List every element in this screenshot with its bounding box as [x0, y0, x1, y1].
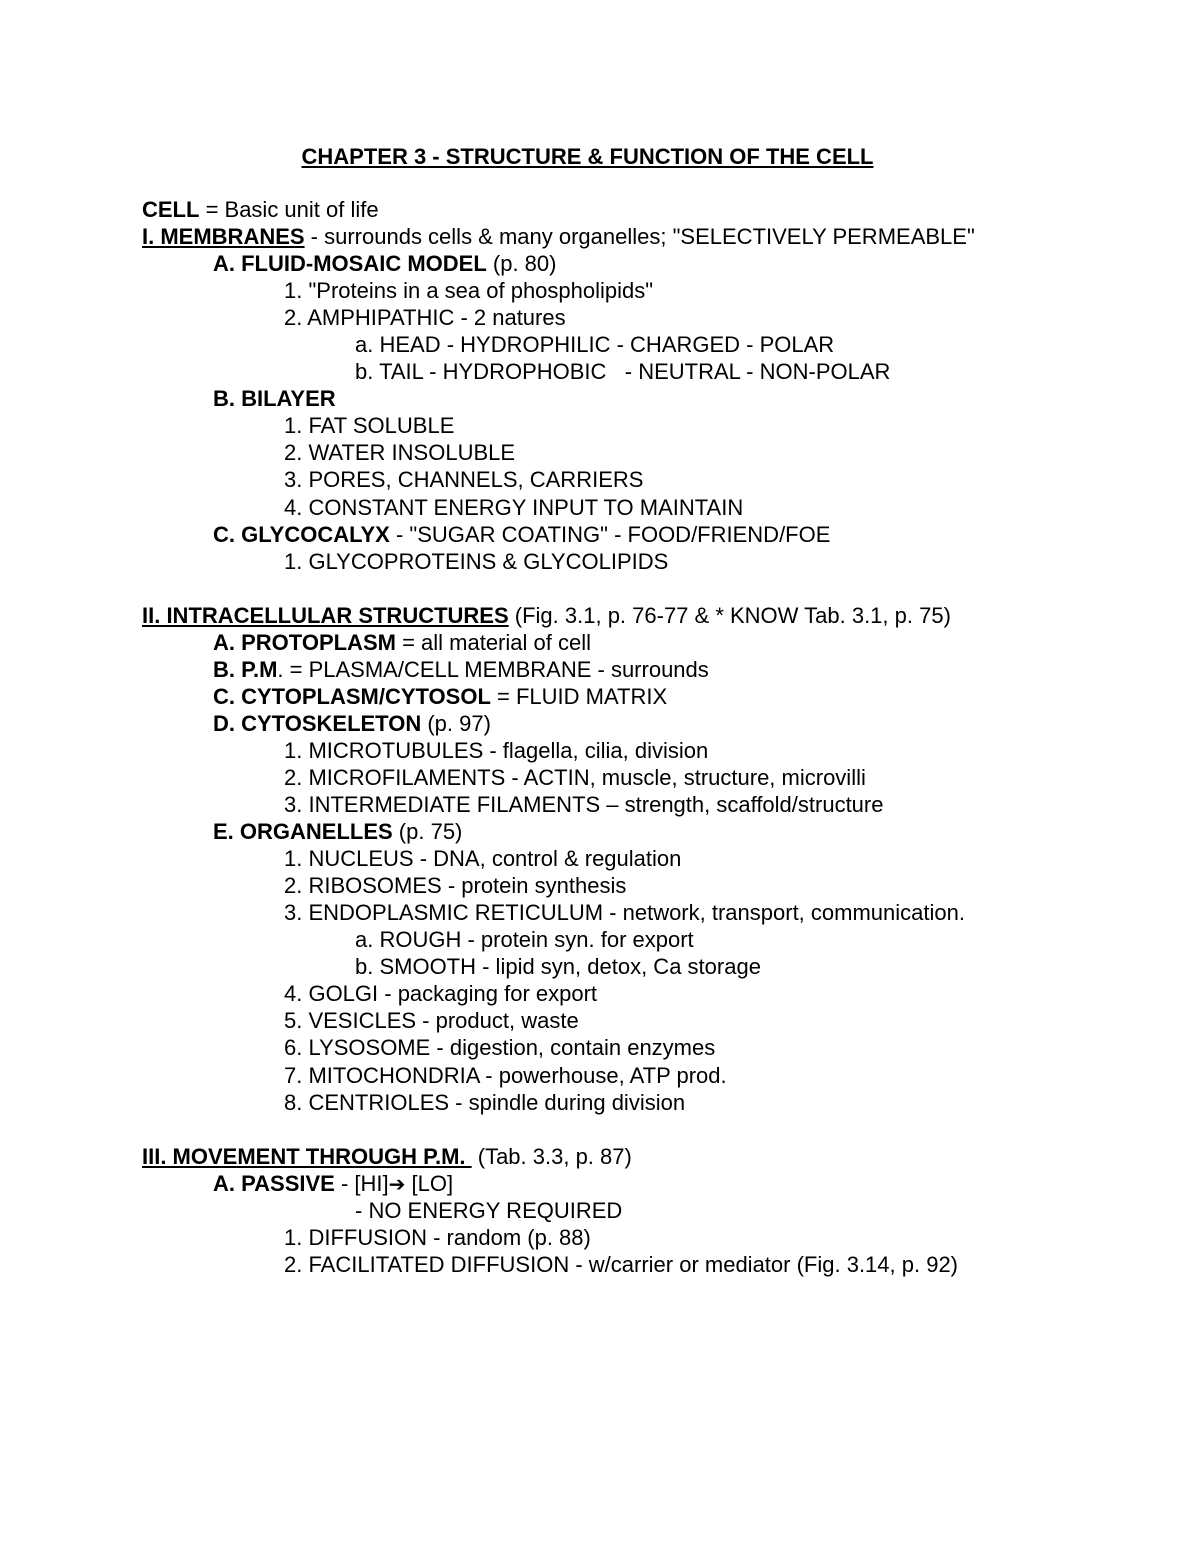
list-item: 3. PORES, CHANNELS, CARRIERS [284, 467, 644, 493]
subsection-heading [0, 250, 1200, 277]
cell-definition-text: = Basic unit of life [199, 197, 379, 222]
list-item: 1. DIFFUSION - random (p. 88) [284, 1224, 591, 1250]
list-item: 2. MICROFILAMENTS - ACTIN, muscle, structure, microvilli [284, 764, 866, 790]
subsection-text: [LO] [405, 1170, 454, 1196]
subsection-text: (p. 80) [486, 251, 557, 277]
list-item: 7. MITOCHONDRIA - powerhouse, ATP prod. [284, 1062, 727, 1088]
section-text: - surrounds cells & many organelles; "SELECTIVELY PERMEABLE" [304, 224, 975, 250]
subsection-heading [0, 1170, 1200, 1197]
subsection-heading [0, 385, 1200, 412]
list-item: 2. RIBOSOMES - protein synthesis [284, 873, 627, 899]
list-item: b. TAIL - HYDROPHOBIC - NEUTRAL - NON-POLAR [355, 359, 891, 385]
list-item: 4. CONSTANT ENERGY INPUT TO MAINTAIN [284, 494, 744, 520]
subsection-title: A. PASSIVE [213, 1170, 335, 1196]
subsection-title: E. ORGANELLES [213, 819, 393, 845]
section-text: (Tab. 3.3, p. 87) [471, 1143, 632, 1169]
subsection-text: - "SUGAR COATING" - FOOD/FRIEND/FOE [389, 521, 831, 547]
page-title: CHAPTER 3 - STRUCTURE & FUNCTION OF THE CELL [301, 144, 874, 169]
list-item: 1. GLYCOPROTEINS & GLYCOLIPIDS [284, 548, 669, 574]
subsection-heading [0, 683, 1200, 710]
subsection-heading [0, 656, 1200, 683]
list-item: 1. NUCLEUS - DNA, control & regulation [284, 846, 682, 872]
list-item: 2. AMPHIPATHIC - 2 natures [284, 305, 566, 331]
subsection-title: A. FLUID-MOSAIC MODEL [213, 251, 487, 277]
list-item: 1. FAT SOLUBLE [284, 413, 455, 439]
section-text: (Fig. 3.1, p. 76-77 & * KNOW Tab. 3.1, p. 75) [508, 602, 951, 628]
list-item: a. HEAD - HYDROPHILIC - CHARGED - POLAR [355, 332, 835, 358]
list-item: 4. GOLGI - packaging for export [284, 981, 598, 1007]
subsection-text: (p. 75) [392, 819, 463, 845]
spacer [0, 1116, 1200, 1143]
list-item: 2. WATER INSOLUBLE [284, 440, 516, 466]
subsection-text: . = PLASMA/CELL MEMBRANE - surrounds [277, 656, 709, 682]
list-item: 8. CENTRIOLES - spindle during division [284, 1089, 686, 1115]
subsection-text: = FLUID MATRIX [490, 683, 668, 709]
section-movement [0, 1143, 1200, 1170]
section-membranes [0, 223, 1200, 250]
section-intracellular [0, 602, 1200, 629]
subsection-title: B. P.M [213, 656, 278, 682]
section-heading: III. MOVEMENT THROUGH P.M. [142, 1143, 472, 1169]
outline-body [0, 196, 1200, 1278]
subsection-title: C. GLYCOCALYX [213, 521, 390, 547]
list-item: b. SMOOTH - lipid syn, detox, Ca storage [355, 954, 761, 980]
list-item: 3. ENDOPLASMIC RETICULUM - network, transport, communication. [284, 900, 965, 926]
subsection-heading [0, 818, 1200, 845]
list-item: 2. FACILITATED DIFFUSION - w/carrier or mediator (Fig. 3.14, p. 92) [284, 1251, 959, 1277]
section-heading: I. MEMBRANES [142, 224, 305, 250]
list-item: a. ROUGH - protein syn. for export [355, 927, 694, 953]
section-heading: II. INTRACELLULAR STRUCTURES [142, 602, 509, 628]
subsection-heading [0, 710, 1200, 737]
subsection-title: D. CYTOSKELETON [213, 710, 422, 736]
cell-term: CELL [142, 197, 200, 222]
subsection-heading [0, 521, 1200, 548]
subsection-title: C. CYTOPLASM/CYTOSOL [213, 683, 491, 709]
subsection-text: = all material of cell [395, 629, 591, 655]
cell-definition [0, 196, 1200, 223]
list-item: - NO ENERGY REQUIRED [355, 1197, 623, 1223]
spacer [0, 575, 1200, 602]
subsection-title: B. BILAYER [213, 386, 336, 412]
subsection-text: - [HI] [334, 1170, 389, 1196]
subsection-title: A. PROTOPLASM [213, 629, 396, 655]
list-item: 3. INTERMEDIATE FILAMENTS – strength, scaffold/structure [284, 792, 884, 818]
right-arrow-icon: ➔ [388, 1171, 406, 1196]
list-item: 1. MICROTUBULES - flagella, cilia, division [284, 737, 709, 763]
list-item: 5. VESICLES - product, waste [284, 1008, 579, 1034]
list-item: 6. LYSOSOME - digestion, contain enzymes [284, 1035, 716, 1061]
list-item: 1. "Proteins in a sea of phospholipids" [284, 278, 654, 304]
subsection-text: (p. 97) [421, 710, 491, 736]
subsection-heading [0, 629, 1200, 656]
